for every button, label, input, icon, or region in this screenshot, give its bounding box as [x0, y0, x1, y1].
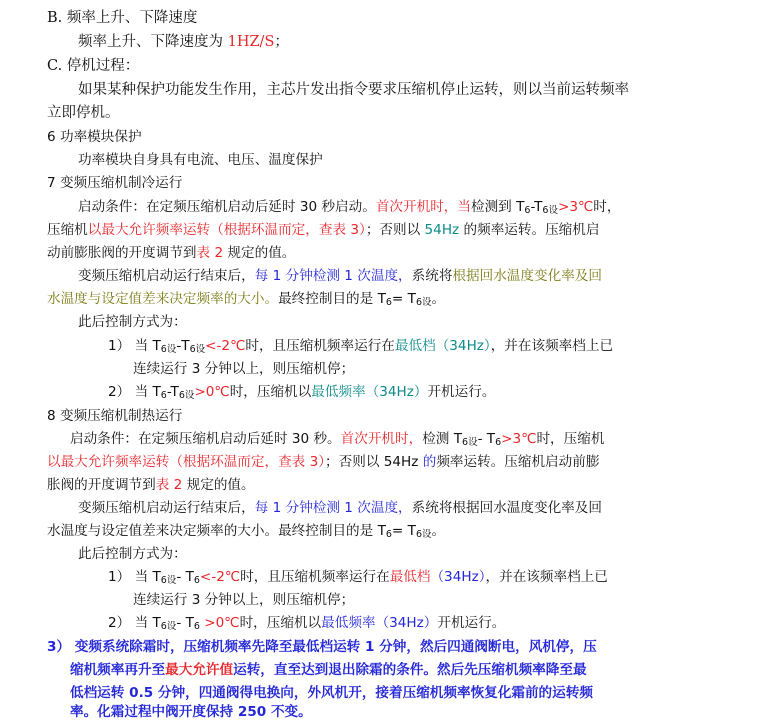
section-7-line-1: 启动条件：在定频压缩机启动后延时 30 秒启动。首次开机时，当检测到 $T_6-T_{6设}>3℃$时， [78, 199, 621, 216]
section-8-line-2: 以最大允许频率运转（根据环温而定，查表 3）；否则以 54Hz 的频率运转。压缩机启动前膨 [47, 454, 600, 470]
section-7-heading: 7 变频压缩机制冷运行 [47, 175, 183, 191]
section-b-text: 频率上升、下降速度为 1HZ/S； [78, 34, 289, 50]
section-6-heading: 6 功率模块保护 [47, 129, 142, 145]
section-8-control-1: 1） 当 $T_{6设}-$ $T_6<-2℃$时，且压缩机频率运行在最低档（34Hz），并在该频率档上已 [108, 569, 608, 586]
section-8-line-3: 胀阀的开度调节到表 2 规定的值。 [47, 477, 255, 493]
defrost-line-3: 低档运转 0.5 分钟，四通阀得电换向，外风机开，接着压缩机频率恢复化霜前的运转频 [70, 685, 593, 701]
section-7-control-1-cont: 连续运行 3 分钟以上，则压缩机停； [133, 361, 355, 377]
defrost-line-1: 3） 变频系统除霜时，压缩机频率先降至最低档运转 1 分钟，然后四通阀断电，风机停，压 [47, 639, 597, 655]
section-6-text: 功率模块自身具有电流、电压、温度保护 [78, 152, 323, 168]
rate-value: 1HZ/S [227, 34, 275, 50]
section-c-text-1: 如果某种保护功能发生作用，主芯片发出指令要求压缩机停止运转，则以当前运转频率 [78, 82, 629, 98]
section-8-line-1: 启动条件：在定频压缩机启动后延时 30 秒。首次开机时，检测 $T_{6设}-$ $T_6>3℃$时，压缩机 [70, 431, 605, 448]
section-8-line-4: 变频压缩机启动运行结束后，每 1 分钟检测 1 次温度，系统将根据回水温度变化率及回 [78, 500, 602, 516]
section-7-line-5: 水温度与设定值差来决定频率的大小。最终控制目的是 $T_6= T_{6设}$。 [47, 291, 446, 308]
section-7-line-4: 变频压缩机启动运行结束后，每 1 分钟检测 1 次温度，系统将根据回水温度变化率及回 [78, 268, 602, 284]
section-7-control-2: 2） 当 $T_6-T_{6设}>0℃$时，压缩机以最低频率（34Hz）开机运行。 [108, 384, 496, 401]
section-8-control-label: 此后控制方式为： [78, 546, 187, 562]
section-7-line-2: 压缩机以最大允许频率运转（根据环温而定，查表 3）；否则以 54Hz 的频率运转。压缩机启 [47, 222, 600, 238]
section-8-control-2: 2） 当 $T_{6设}-$ $T_6$ >0℃时，压缩机以最低频率（34Hz）开机运行。 [108, 615, 506, 632]
section-b-heading: B. 频率上升、下降速度 [47, 10, 198, 26]
section-8-heading: 8 变频压缩机制热运行 [47, 408, 183, 424]
section-c-text-2: 立即停机。 [47, 105, 120, 121]
section-c-heading: C. 停机过程： [47, 58, 140, 74]
section-8-control-1-cont: 连续运行 3 分钟以上，则压缩机停； [133, 592, 355, 608]
section-7-control-label: 此后控制方式为： [78, 314, 187, 330]
defrost-line-4: 率。化霜过程中阀开度保持 250 不变。 [70, 704, 312, 720]
defrost-line-2: 缩机频率再升至最大允许值运转，直至达到退出除霜的条件。然后先压缩机频率降至最 [70, 662, 587, 678]
section-8-line-5: 水温度与设定值差来决定频率的大小。最终控制目的是 $T_6= T_{6设}$。 [47, 523, 446, 540]
section-7-line-3: 动前膨胀阀的开度调节到表 2 规定的值。 [47, 245, 296, 261]
section-7-control-1: 1） 当 $T_{6设}-T_{6设}<-2℃$时，且压缩机频率运行在最低档（34Hz），并在该频率档上已 [108, 338, 614, 355]
